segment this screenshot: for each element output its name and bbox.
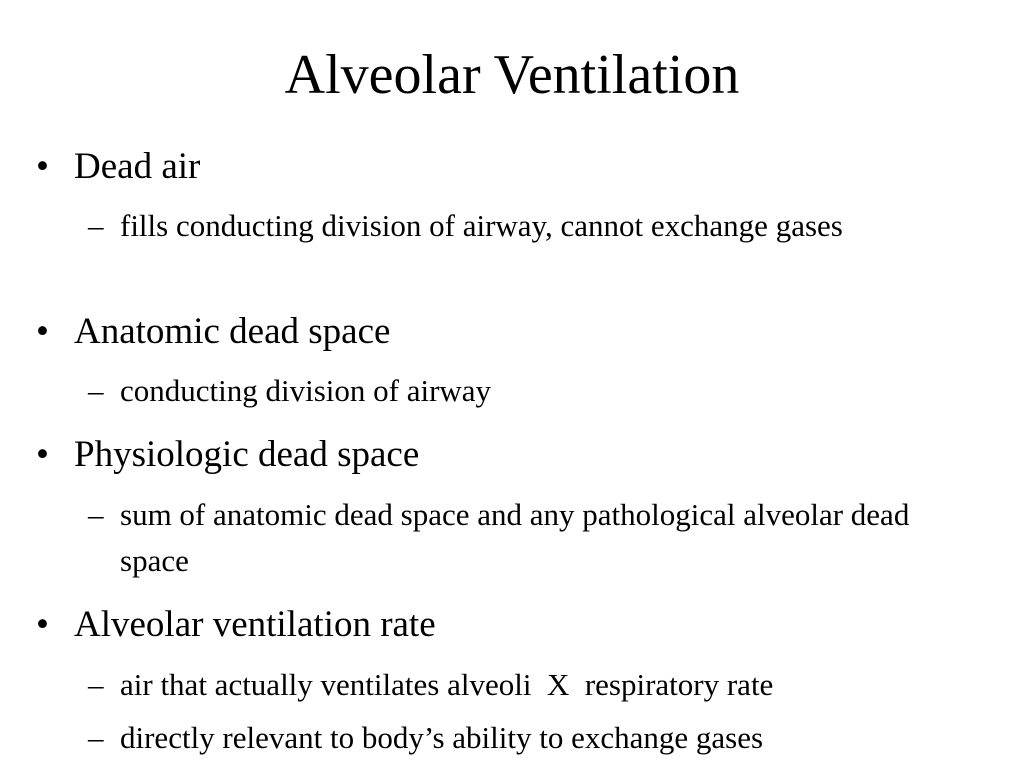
slide-title: Alveolar Ventilation — [284, 44, 740, 106]
sub-item-physiologic-dead-space — [88, 492, 968, 584]
bullet-marker: • — [36, 604, 49, 645]
bullet-label: Physiologic dead space — [74, 434, 420, 475]
sub-item-dead-air — [88, 203, 968, 249]
sub-item-text: conducting division of airway — [120, 373, 492, 408]
bullet-marker: • — [36, 434, 49, 475]
bullet-dead-air — [36, 145, 200, 189]
bullet-anatomic-dead-space — [36, 310, 390, 354]
sub-marker: – — [88, 720, 104, 755]
bullet-marker: • — [36, 146, 49, 187]
bullet-physiologic-dead-space — [36, 433, 419, 477]
sub-item-text: air that actually ventilates alveoli X respiratory rate — [120, 667, 774, 702]
sub-marker: – — [88, 497, 104, 532]
sub-item-text: sum of anatomic dead space and any pathological alveolar dead space — [120, 497, 910, 578]
bullet-label: Anatomic dead space — [74, 311, 391, 352]
sub-item-gas-exchange-relevance — [88, 715, 763, 761]
bullet-label: Alveolar ventilation rate — [74, 604, 436, 645]
sub-marker: – — [88, 208, 104, 243]
sub-item-anatomic-dead-space — [88, 368, 491, 414]
bullet-marker: • — [36, 311, 49, 352]
sub-marker: – — [88, 667, 104, 702]
sub-item-text: fills conducting division of airway, cannot exchange gases — [120, 208, 843, 243]
bullet-alveolar-ventilation-rate — [36, 603, 436, 647]
sub-item-text: directly relevant to body’s ability to exchange gases — [120, 720, 764, 755]
sub-marker: – — [88, 373, 104, 408]
sub-item-ventilation-formula — [88, 662, 773, 708]
bullet-label: Dead air — [74, 146, 201, 187]
